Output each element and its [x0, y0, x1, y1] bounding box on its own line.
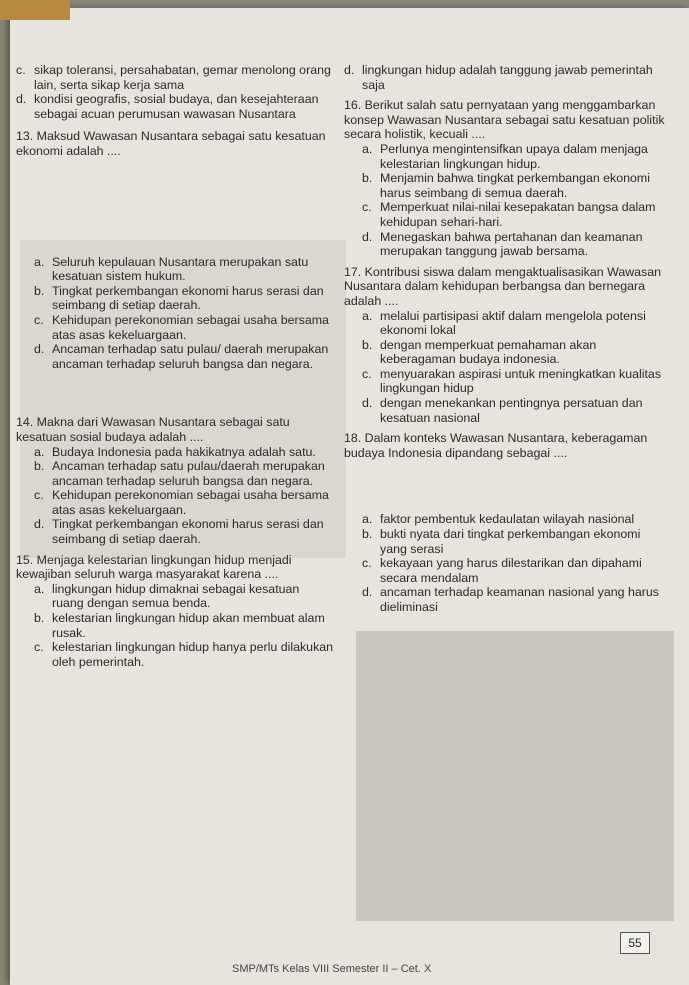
option-key: d.	[34, 342, 45, 357]
option-key: c.	[34, 312, 44, 327]
option-key: c.	[362, 200, 372, 215]
q18-option-d	[344, 585, 669, 614]
question-18	[344, 431, 669, 614]
option-text: Ancaman terhadap satu pulau/daerah merupakan ancaman terhadap seluruh bangsa dan negara.	[52, 459, 325, 488]
question-stem: 13. Maksud Wawasan Nusantara sebagai satu kesatuan ekonomi adalah ....	[16, 129, 326, 158]
question-stem: 17. Kontribusi siswa dalam mengaktualisasikan Wawasan Nusantara dalam kehidupan berbangsa dan bernegara adalah ....	[344, 264, 662, 308]
option-key: b.	[34, 611, 45, 626]
option-text: Ancaman terhadap satu pulau/ daerah merupakan ancaman terhadap seluruh bangsa dan negara.	[52, 342, 329, 371]
q13-option-a	[16, 255, 334, 284]
q18-option-c	[344, 556, 669, 585]
right-photo-shadow	[356, 631, 674, 921]
right-column	[344, 63, 669, 615]
q17-option-a	[344, 309, 669, 338]
q13-option-b	[16, 284, 334, 313]
q13-option-c	[16, 313, 334, 342]
option-text: kelestarian lingkungan hidup hanya perlu dilakukan oleh pemerintah.	[52, 640, 334, 669]
q12-option-c	[16, 63, 334, 92]
question-stem: 18. Dalam konteks Wawasan Nusantara, keberagaman budaya Indonesia dipandang sebagai ....	[344, 431, 648, 460]
q16-option-b	[344, 171, 669, 200]
option-key: c.	[34, 488, 44, 503]
option-text: kondisi geografis, sosial budaya, dan kesejahteraan sebagai acuan perumusan wawasan Nusantara	[34, 92, 319, 121]
option-text: Kehidupan perekonomian sebagai usaha bersama atas asas kekeluargaan.	[52, 312, 329, 342]
q15-option-b	[16, 611, 334, 640]
option-key: d.	[344, 63, 355, 77]
question-stem: 15. Menjaga kelestarian lingkungan hidup menjadi kewajiban seluruh warga masyarakat karena ....	[16, 552, 292, 582]
option-key: b.	[362, 171, 373, 186]
option-text: Menjamin bahwa tingkat perkembangan ekonomi harus seimbang di semua daerah.	[380, 171, 650, 200]
option-text: kelestarian lingkungan hidup akan membuat alam rusak.	[52, 611, 325, 640]
option-key: a.	[34, 581, 45, 596]
q14-option-d	[16, 517, 334, 546]
q16-option-a	[344, 142, 669, 171]
option-key: d.	[362, 396, 373, 411]
question-13	[16, 129, 334, 371]
option-text: Tingkat perkembangan ekonomi harus serasi dan seimbang di setiap daerah.	[52, 517, 324, 547]
option-text: sikap toleransi, persahabatan, gemar menolong orang lain, serta sikap kerja sama	[34, 63, 331, 92]
option-text: bukti nyata dari tingkat perkembangan ekonomi yang serasi	[380, 527, 641, 556]
option-text: Menegaskan bahwa pertahanan dan keamanan merupakan tanggung jawab bersama.	[380, 229, 643, 259]
option-key: d.	[362, 585, 373, 600]
question-17	[344, 265, 669, 426]
q14-option-c	[16, 488, 334, 517]
option-key: a.	[362, 141, 373, 156]
q17-option-b	[344, 338, 669, 367]
option-text: Perlunya mengintensifkan upaya dalam menjaga kelestarian lingkungan hidup.	[380, 141, 648, 171]
option-text: kekayaan yang harus dilestarikan dan dipahami secara mendalam	[380, 556, 642, 585]
q17-option-c	[344, 367, 669, 396]
q14-option-b	[16, 459, 334, 488]
option-key: d.	[34, 517, 45, 532]
option-key: b.	[34, 459, 45, 474]
option-text: faktor pembentuk kedaulatan wilayah nasional	[380, 512, 635, 527]
option-key: b.	[362, 337, 373, 352]
option-text: lingkungan hidup dimaknai sebagai kesatuan ruang dengan semua benda.	[52, 581, 300, 611]
desk-corner	[0, 0, 70, 20]
q18-option-a	[344, 512, 669, 527]
q16-option-d	[344, 230, 669, 259]
option-key: a.	[362, 308, 373, 323]
question-stem: 16. Berikut salah satu pernyataan yang menggambarkan konsep Wawasan Nusantara sebagai satu kesatuan politik secara holistik, kecuali ....	[344, 98, 665, 142]
q18-option-b	[344, 527, 669, 556]
left-column	[16, 63, 334, 669]
book-footer-label: SMP/MTs Kelas VIII Semester II – Cet. X	[232, 963, 432, 975]
option-key: d.	[16, 92, 27, 107]
q12-option-d	[16, 92, 334, 121]
option-text: melalui partisipasi aktif dalam mengelola potensi ekonomi lokal	[380, 308, 646, 338]
option-key: c.	[34, 640, 44, 655]
option-key: d.	[362, 229, 373, 244]
photo-gap	[344, 460, 669, 512]
q15-option-c	[16, 640, 334, 669]
option-text: Budaya Indonesia pada hakikatnya adalah satu.	[52, 444, 316, 459]
question-14	[16, 415, 334, 546]
option-text: Memperkuat nilai-nilai kesepakatan bangsa dalam kehidupan sehari-hari.	[380, 200, 656, 229]
q14-option-a	[16, 445, 334, 460]
question-15	[16, 553, 334, 670]
q13-option-d	[16, 342, 334, 371]
question-16	[344, 98, 669, 259]
q15-option-d	[344, 63, 669, 92]
option-text: Tingkat perkembangan ekonomi harus serasi dan seimbang di setiap daerah.	[52, 283, 324, 313]
option-key: a.	[34, 254, 45, 269]
q17-option-d	[344, 396, 669, 425]
option-text: dengan menekankan pentingnya persatuan dan kesatuan nasional	[380, 396, 643, 425]
option-text: Seluruh kepulauan Nusantara merupakan satu kesatuan sistem hukum.	[52, 254, 309, 284]
option-text: Kehidupan perekonomian sebagai usaha bersama atas asas kekeluargaan.	[52, 488, 329, 517]
page-number: 55	[620, 932, 650, 954]
q16-option-c	[344, 200, 669, 229]
photo-gap	[16, 159, 334, 255]
option-text: dengan memperkuat pemahaman akan keberagaman budaya indonesia.	[380, 337, 597, 367]
q15-option-a	[16, 582, 334, 611]
option-key: c.	[362, 556, 372, 571]
option-text: ancaman terhadap keamanan nasional yang harus dieliminasi	[380, 585, 659, 614]
option-key: c.	[362, 366, 372, 381]
option-key: b.	[362, 527, 373, 542]
option-key: c.	[16, 63, 26, 77]
option-key: a.	[362, 512, 373, 527]
option-key: b.	[34, 283, 45, 298]
option-text: menyuarakan aspirasi untuk meningkatkan kualitas lingkungan hidup	[380, 366, 662, 396]
question-stem: 14. Makna dari Wawasan Nusantara sebagai satu kesatuan sosial budaya adalah ....	[16, 415, 290, 444]
option-text: lingkungan hidup adalah tanggung jawab pemerintah saja	[362, 63, 653, 92]
option-key: a.	[34, 444, 45, 459]
